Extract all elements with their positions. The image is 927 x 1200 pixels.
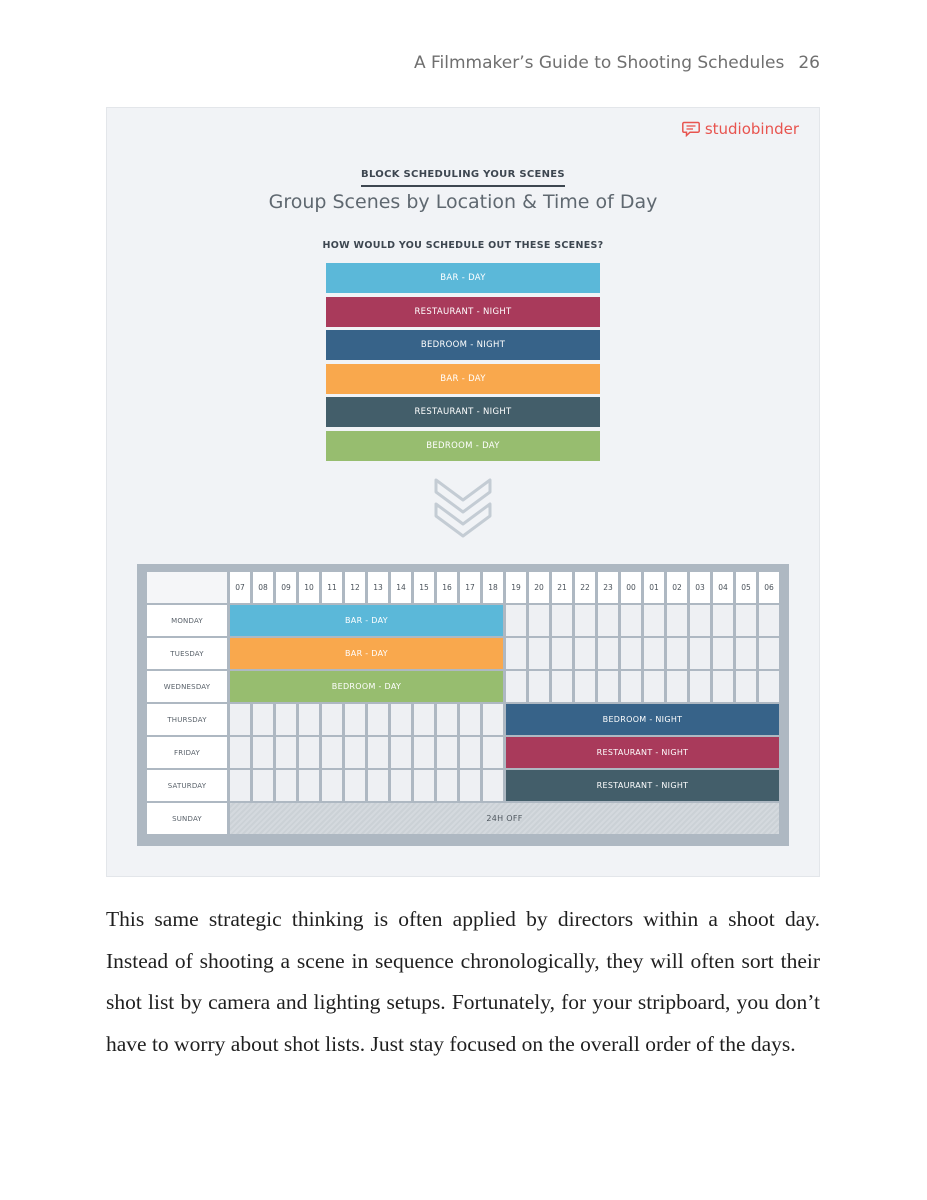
empty-hour-cell: [414, 770, 434, 801]
scheduled-scene-block: BEDROOM - DAY: [230, 671, 503, 702]
hour-header-cell: 14: [391, 572, 411, 603]
empty-hour-cell: [644, 671, 664, 702]
empty-hour-cell: [552, 638, 572, 669]
empty-hour-cell: [345, 770, 365, 801]
hour-header-cell: 23: [598, 572, 618, 603]
day-label: SUNDAY: [147, 803, 227, 834]
empty-hour-cell: [736, 605, 756, 636]
empty-hour-cell: [690, 605, 710, 636]
empty-hour-cell: [437, 737, 457, 768]
empty-hour-cell: [322, 770, 342, 801]
running-title: A Filmmaker’s Guide to Shooting Schedules: [413, 53, 785, 73]
day-label: SATURDAY: [147, 770, 227, 801]
empty-hour-cell: [299, 704, 319, 735]
studiobinder-logo: [682, 120, 799, 138]
day-off-block: 24H OFF: [230, 803, 779, 834]
empty-hour-cell: [621, 671, 641, 702]
scheduled-scene-block: RESTAURANT - NIGHT: [506, 737, 779, 768]
empty-hour-cell: [368, 770, 388, 801]
empty-hour-cell: [437, 770, 457, 801]
empty-hour-cell: [552, 671, 572, 702]
empty-hour-cell: [598, 671, 618, 702]
empty-hour-cell: [253, 737, 273, 768]
empty-hour-cell: [713, 671, 733, 702]
empty-hour-cell: [690, 671, 710, 702]
logo-text: studiobinder: [704, 120, 799, 138]
empty-hour-cell: [345, 704, 365, 735]
empty-hour-cell: [575, 671, 595, 702]
hour-header-cell: 11: [322, 572, 342, 603]
body-paragraph: This same strategic thinking is often applied by directors within a shoot day. Instead of shooting a scene in sequence chronologically, they will often sort their shot list by camera and lighting setups. Fortunately, for your stripboard, you don’t have to worry about shot lists. Just stay focused on the overall order of the days.: [106, 907, 820, 1056]
empty-hour-cell: [621, 605, 641, 636]
day-label: FRIDAY: [147, 737, 227, 768]
hour-header-cell: 09: [276, 572, 296, 603]
empty-hour-cell: [575, 605, 595, 636]
empty-hour-cell: [322, 737, 342, 768]
empty-hour-cell: [529, 671, 549, 702]
hour-header-cell: 07: [230, 572, 250, 603]
day-label: TUESDAY: [147, 638, 227, 669]
empty-hour-cell: [460, 770, 480, 801]
empty-hour-cell: [506, 605, 526, 636]
scene-strip: RESTAURANT - NIGHT: [326, 297, 600, 327]
scheduled-scene-block: BAR - DAY: [230, 605, 503, 636]
empty-hour-cell: [299, 737, 319, 768]
empty-hour-cell: [276, 770, 296, 801]
scene-strip: BAR - DAY: [326, 263, 600, 293]
hour-header-cell: 20: [529, 572, 549, 603]
figure-eyebrow: [107, 164, 819, 187]
hour-header-cell: 06: [759, 572, 779, 603]
empty-hour-cell: [322, 704, 342, 735]
empty-hour-cell: [483, 770, 503, 801]
scene-strip: BEDROOM - NIGHT: [326, 330, 600, 360]
empty-hour-cell: [529, 638, 549, 669]
empty-hour-cell: [506, 671, 526, 702]
empty-hour-cell: [575, 638, 595, 669]
empty-hour-cell: [414, 704, 434, 735]
day-label: WEDNESDAY: [147, 671, 227, 702]
empty-hour-cell: [414, 737, 434, 768]
empty-hour-cell: [483, 704, 503, 735]
hour-header-cell: 22: [575, 572, 595, 603]
empty-hour-cell: [621, 638, 641, 669]
scene-strip-list: [326, 263, 600, 464]
scene-strip: BAR - DAY: [326, 364, 600, 394]
empty-hour-cell: [667, 638, 687, 669]
empty-hour-cell: [391, 704, 411, 735]
empty-hour-cell: [253, 770, 273, 801]
figure-title: Group Scenes by Location & Time of Day: [268, 191, 658, 213]
hour-header-cell: 17: [460, 572, 480, 603]
empty-hour-cell: [368, 704, 388, 735]
empty-hour-cell: [253, 704, 273, 735]
empty-hour-cell: [644, 638, 664, 669]
hour-header-cell: 16: [437, 572, 457, 603]
hour-header-cell: 05: [736, 572, 756, 603]
day-label: THURSDAY: [147, 704, 227, 735]
empty-hour-cell: [276, 737, 296, 768]
scheduled-scene-block: BAR - DAY: [230, 638, 503, 669]
schedule-grid: [147, 572, 781, 838]
empty-hour-cell: [460, 737, 480, 768]
empty-hour-cell: [460, 704, 480, 735]
infographic-figure: [106, 107, 820, 877]
empty-hour-cell: [713, 638, 733, 669]
empty-hour-cell: [391, 770, 411, 801]
empty-hour-cell: [667, 671, 687, 702]
running-header: [414, 53, 820, 73]
figure-question: HOW WOULD YOU SCHEDULE OUT THESE SCENES?: [322, 240, 604, 251]
empty-hour-cell: [391, 737, 411, 768]
empty-hour-cell: [759, 638, 779, 669]
empty-hour-cell: [644, 605, 664, 636]
empty-hour-cell: [759, 605, 779, 636]
scheduled-scene-block: RESTAURANT - NIGHT: [506, 770, 779, 801]
empty-hour-cell: [506, 638, 526, 669]
scene-strip: BEDROOM - DAY: [326, 431, 600, 461]
page-number: 26: [798, 53, 820, 73]
figure-eyebrow-text: BLOCK SCHEDULING YOUR SCENES: [361, 169, 565, 187]
empty-hour-cell: [713, 605, 733, 636]
empty-hour-cell: [345, 737, 365, 768]
hour-header-cell: 13: [368, 572, 388, 603]
empty-hour-cell: [368, 737, 388, 768]
empty-hour-cell: [529, 605, 549, 636]
empty-hour-cell: [759, 671, 779, 702]
hour-header-cell: 02: [667, 572, 687, 603]
scene-strip: RESTAURANT - NIGHT: [326, 397, 600, 427]
hour-header-cell: 00: [621, 572, 641, 603]
empty-hour-cell: [483, 737, 503, 768]
hour-header-cell: 21: [552, 572, 572, 603]
empty-hour-cell: [230, 737, 250, 768]
day-label: MONDAY: [147, 605, 227, 636]
hour-header-cell: 10: [299, 572, 319, 603]
double-chevron-down-icon: [433, 476, 493, 546]
scheduled-scene-block: BEDROOM - NIGHT: [506, 704, 779, 735]
hour-header-cell: 01: [644, 572, 664, 603]
hour-header-cell: 12: [345, 572, 365, 603]
stripboard-schedule: [137, 564, 789, 846]
empty-hour-cell: [736, 638, 756, 669]
empty-hour-cell: [552, 605, 572, 636]
empty-hour-cell: [437, 704, 457, 735]
empty-hour-cell: [230, 770, 250, 801]
empty-hour-cell: [736, 671, 756, 702]
empty-hour-cell: [690, 638, 710, 669]
empty-hour-cell: [276, 704, 296, 735]
hour-header-cell: 04: [713, 572, 733, 603]
hour-header-cell: 08: [253, 572, 273, 603]
hour-header-cell: 15: [414, 572, 434, 603]
empty-hour-cell: [230, 704, 250, 735]
empty-hour-cell: [667, 605, 687, 636]
empty-hour-cell: [299, 770, 319, 801]
hour-header-cell: 19: [506, 572, 526, 603]
empty-hour-cell: [598, 605, 618, 636]
speech-bubble-icon: [682, 121, 700, 137]
hour-header-cell: 18: [483, 572, 503, 603]
schedule-corner-cell: [147, 572, 227, 603]
empty-hour-cell: [598, 638, 618, 669]
hour-header-cell: 03: [690, 572, 710, 603]
